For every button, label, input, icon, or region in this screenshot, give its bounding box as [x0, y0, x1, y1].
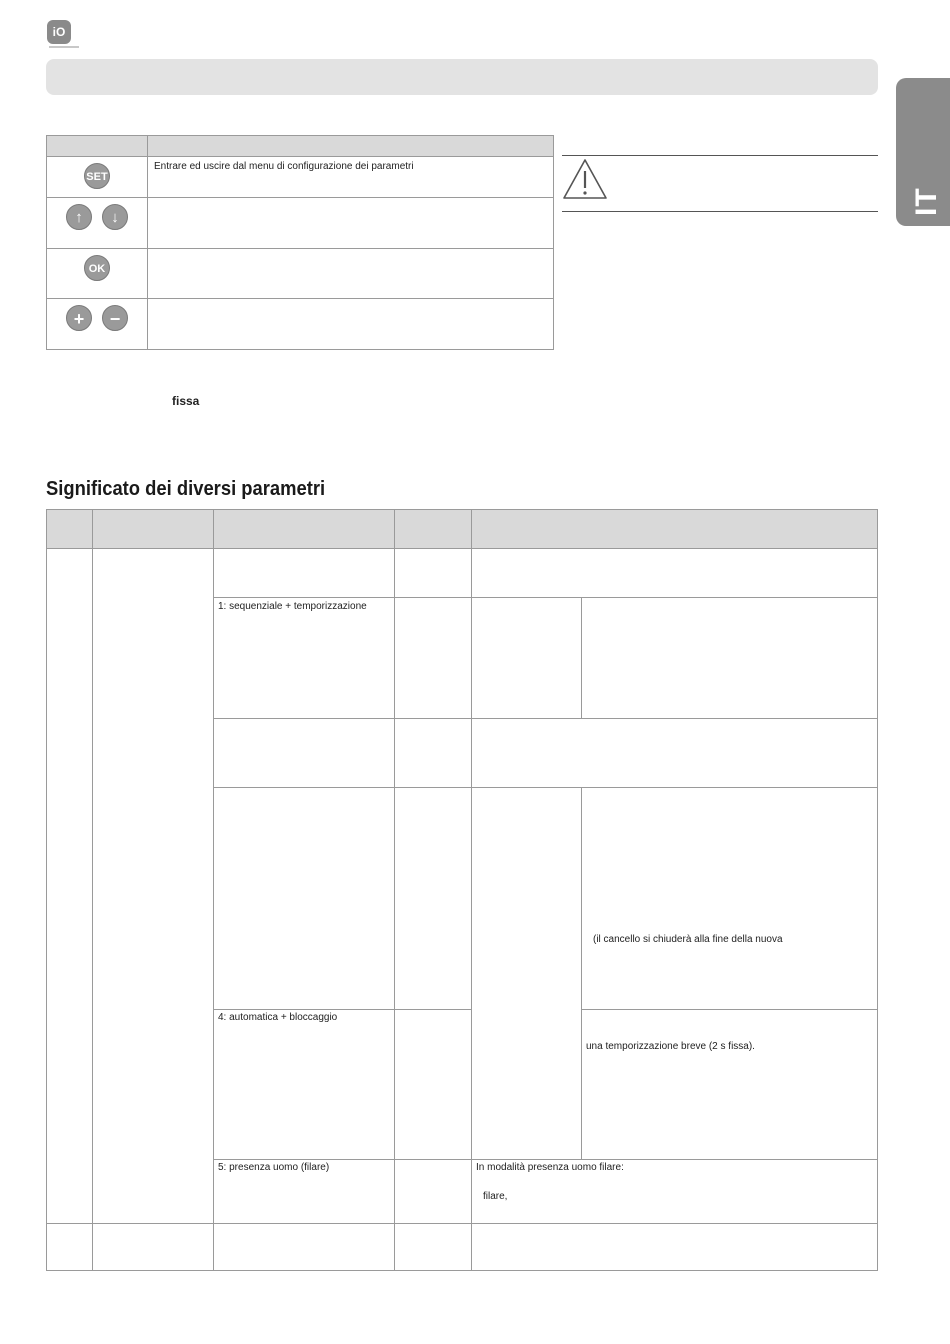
row-divider — [47, 1223, 877, 1224]
keys-table-header — [47, 136, 554, 157]
keys-row-description — [148, 198, 554, 249]
row-divider — [214, 1009, 472, 1010]
keys-row-ok — [47, 249, 554, 299]
short-timer-text: una temporizzazione breve (2 s fissa). — [586, 1041, 755, 1052]
section-title: Significato dei diversi parametri — [46, 478, 326, 500]
col-divider — [581, 787, 582, 1159]
plus-icon: + — [66, 305, 92, 331]
keys-header-key — [47, 136, 148, 157]
row-divider — [582, 1009, 877, 1010]
keys-row-description: Entrare ed uscire dal menu di configurazione dei parametri — [148, 157, 554, 198]
io-logo-icon: iO — [47, 20, 71, 44]
keys-row-description — [148, 299, 554, 350]
keys-row-arrows — [47, 198, 554, 249]
arrow-down-icon: ↓ — [102, 204, 128, 230]
keys-row-description — [148, 249, 554, 299]
row-divider — [214, 1159, 877, 1160]
keys-row-set — [47, 157, 554, 198]
language-label: IT — [910, 187, 943, 216]
option-sequential-timer: 1: sequenziale + temporizzazione — [218, 601, 367, 612]
option-dead-man-wired: 5: presenza uomo (filare) — [218, 1162, 330, 1173]
set-button-icon: SET — [84, 163, 110, 189]
gate-close-text: (il cancello si chiuderà alla fine della nuova — [593, 934, 783, 945]
col-divider — [471, 510, 472, 1270]
col-divider — [581, 597, 582, 718]
dead-man-mode-text: In modalità presenza uomo filare: — [476, 1162, 624, 1173]
parameters-table — [46, 509, 878, 1271]
row-divider — [214, 787, 877, 788]
row-divider — [214, 718, 877, 719]
parameters-table-header — [47, 510, 877, 549]
arrow-up-icon: ↑ — [66, 204, 92, 230]
language-tab — [896, 78, 950, 226]
minus-icon: − — [102, 305, 128, 331]
warning-triangle-icon — [562, 158, 608, 200]
header-bar — [46, 59, 878, 95]
warning-rule-top — [562, 155, 878, 156]
fissa-text: fissa — [172, 394, 200, 408]
col-divider — [394, 510, 395, 1270]
col-divider — [213, 510, 214, 1270]
keys-header-description — [148, 136, 554, 157]
wired-text: filare, — [483, 1191, 508, 1202]
ok-button-icon: OK — [84, 255, 110, 281]
option-automatic-lock: 4: automatica + bloccaggio — [218, 1012, 338, 1023]
keys-row-plus-minus — [47, 299, 554, 350]
logo-tagline-mark — [49, 46, 79, 48]
row-divider — [214, 597, 877, 598]
io-logo — [47, 20, 73, 46]
col-divider — [92, 510, 93, 1270]
warning-rule-bottom — [562, 211, 878, 212]
keys-table — [46, 135, 554, 350]
